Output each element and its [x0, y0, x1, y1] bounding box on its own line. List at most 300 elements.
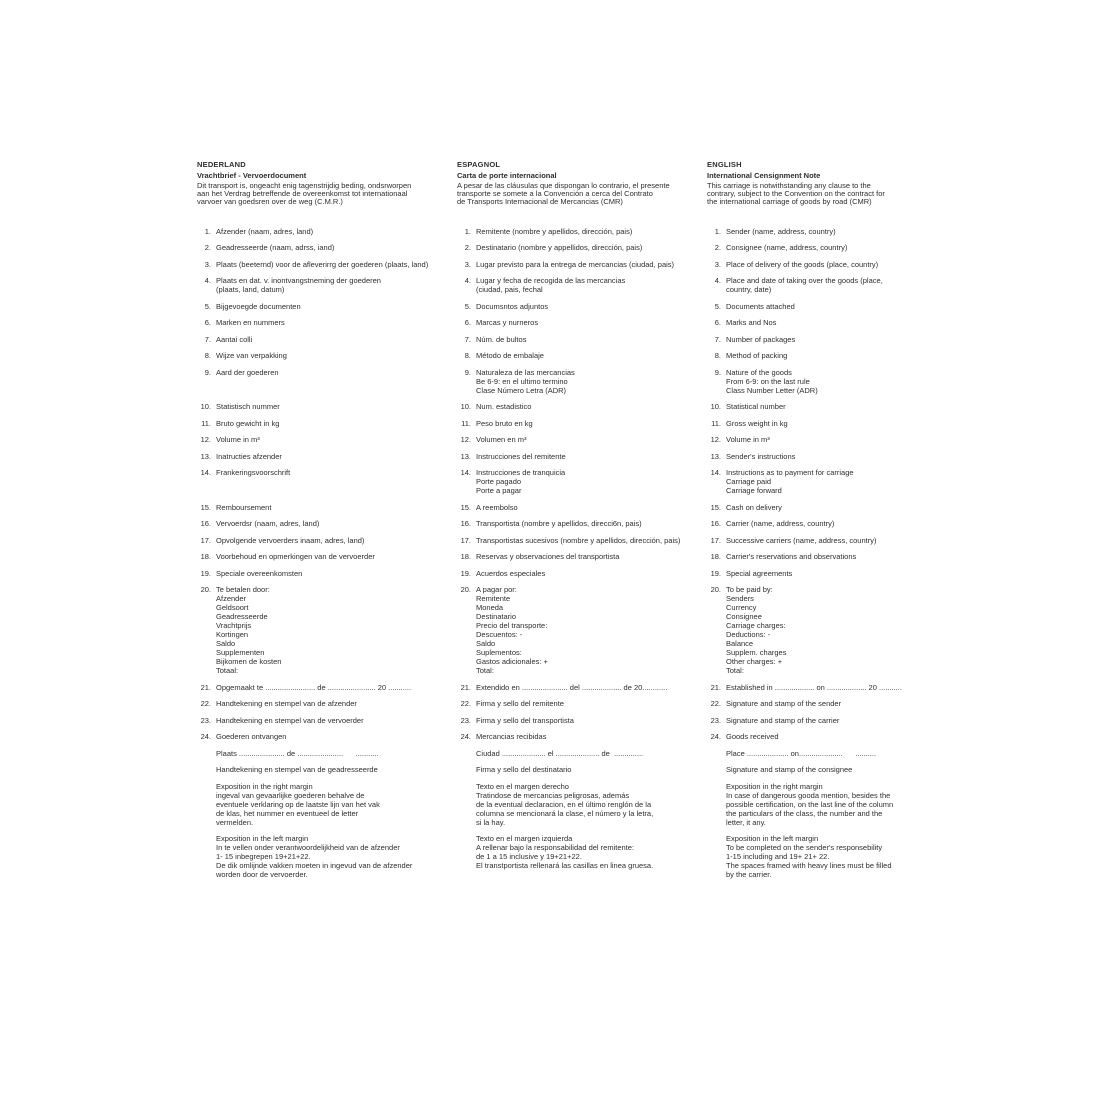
text-line: Descuentos: -: [476, 630, 523, 639]
text-line: Sender's instructions: [726, 451, 796, 461]
text-line: Gross weight in kg: [726, 418, 788, 428]
text-line: Transportista (nombre y apellidos, direcci6n, pais): [476, 519, 642, 528]
item-row: [457, 536, 707, 545]
text-line: Precio del transporte:: [476, 621, 548, 630]
text-line: Num. estadistico: [476, 402, 532, 411]
item-number: 13.: [200, 451, 211, 461]
item-text: [476, 699, 707, 708]
item-row: [197, 585, 457, 675]
item-text: [476, 732, 707, 741]
item-text: [726, 552, 912, 561]
item-text: [476, 419, 707, 428]
item-number: 12.: [710, 435, 721, 444]
column-title: Carta de porte internacional: [457, 171, 557, 180]
item-row: [457, 552, 707, 561]
three-language-legend-grid: [197, 160, 912, 879]
item-text: [726, 243, 912, 252]
text-line: Moneda: [476, 603, 504, 612]
item-text: [476, 260, 707, 269]
item-text: [216, 503, 457, 512]
item-text: [216, 552, 457, 561]
text-line: From 6-9: on the last rule: [726, 376, 810, 386]
text-line: Afzender (naam, adres, land): [216, 226, 314, 236]
item-row: [707, 699, 912, 708]
item-text: [476, 834, 707, 870]
text-line: Statistisch nummer: [216, 402, 280, 411]
item-number: 3.: [204, 259, 211, 269]
item-text: [216, 302, 457, 311]
text-line: Wijze van verpakking: [216, 351, 287, 360]
item-row: [457, 452, 707, 461]
item-row: [457, 716, 707, 725]
item-text: [726, 402, 912, 411]
text-line: Saldo: [476, 639, 496, 648]
item-row: [457, 585, 707, 675]
item-row: [457, 435, 707, 444]
item-number: 13.: [710, 451, 721, 461]
text-line: possible certification, on the last line of the column: [726, 799, 894, 809]
text-line: Exposition in the left margin: [726, 834, 819, 843]
item-row: [707, 302, 912, 311]
text-line: Remitente: [476, 594, 511, 603]
item-row: [457, 318, 707, 327]
item-number: 24.: [460, 732, 471, 741]
text-line: Frankeringsvoorschrift: [216, 468, 291, 477]
item-row: [457, 243, 707, 252]
item-number: 23.: [460, 715, 471, 725]
text-line: Vervoerdsr (naam, adres, land): [216, 519, 320, 528]
item-text: [476, 782, 707, 827]
text-line: (ciudad, pais, fechal: [476, 285, 543, 294]
item-row: [457, 419, 707, 428]
text-line: Gastos adicionales: +: [476, 657, 548, 666]
item-row: [457, 351, 707, 360]
item-row: [457, 368, 707, 395]
item-text: [216, 536, 457, 545]
text-line: El transtportista rellenará las casillas en linea gruesa.: [476, 861, 654, 870]
item-number: 6.: [464, 318, 471, 327]
text-line: Totaal:: [216, 666, 239, 675]
item-text: [216, 243, 457, 252]
item-text: [216, 585, 457, 675]
text-line: Vrachtprijs: [216, 621, 252, 630]
text-line: Sender (name, address, country): [726, 226, 836, 236]
item-row: [457, 276, 707, 294]
text-line: Nature of the goods: [726, 367, 792, 377]
text-line: Texto en el margen izquierda: [476, 834, 573, 843]
item-number: 20.: [710, 585, 721, 594]
item-number: 2.: [714, 243, 721, 252]
item-number: 8.: [714, 351, 721, 360]
item-row: [707, 318, 912, 327]
text-line: Clase Número Letra (ADR): [476, 385, 567, 395]
note-row: [707, 765, 912, 774]
item-row: [457, 503, 707, 512]
text-line: Number of packages: [726, 334, 796, 344]
item-number: 7.: [714, 334, 721, 344]
item-text: [476, 368, 707, 395]
item-number: 15.: [460, 502, 471, 512]
text-line: Successive carriers (name, address, country): [726, 535, 877, 545]
item-number: 21.: [200, 682, 211, 692]
text-line: Lugar y fecha de recogida de las mercancias: [476, 276, 626, 285]
item-row: [197, 435, 457, 444]
item-number: 9.: [204, 367, 211, 377]
item-row: [457, 569, 707, 578]
item-number: 8.: [464, 351, 471, 360]
item-number: 19.: [710, 568, 721, 578]
item-row: [707, 503, 912, 512]
text-line: Special agreements: [726, 568, 793, 578]
note-row: [707, 749, 912, 758]
item-text: [726, 335, 912, 344]
text-line: Instrucciones del remitente: [476, 451, 566, 461]
column-title: International Censignment Note: [707, 171, 821, 180]
item-text: [476, 402, 707, 411]
text-line: Te betalen door:: [216, 585, 270, 594]
item-text: [476, 351, 707, 360]
column-header-english: [707, 160, 912, 206]
note-row: [197, 765, 457, 774]
text-line: Deductions: -: [726, 630, 771, 639]
text-line: Kortingen: [216, 630, 249, 639]
item-number: 11.: [201, 418, 211, 428]
item-text: [216, 276, 457, 294]
text-line: Volumen en m³: [476, 435, 527, 444]
item-row: [197, 276, 457, 294]
text-line: Inatructies afzender: [216, 451, 282, 461]
item-text: [216, 452, 457, 461]
text-line: Instructions as to payment for carriage: [726, 468, 854, 477]
item-row: [707, 227, 912, 236]
item-number: 7.: [204, 334, 211, 344]
item-number: 22.: [200, 699, 211, 708]
item-row: [457, 402, 707, 411]
text-line: Suplementos:: [476, 648, 522, 657]
text-line: Consignee: [726, 612, 762, 621]
text-line: Texto en el margen derecho: [476, 781, 569, 791]
text-line: eventuele verklaring op de laatste lijn van het vak: [216, 799, 380, 809]
item-text: [216, 419, 457, 428]
text-line: Handtekening en stempel van de geadresseerde: [216, 765, 378, 774]
text-line: Firma y sello del remitente: [476, 699, 564, 708]
text-line: Opgemaakt te ........................ de ....................... 20 ...........: [216, 682, 412, 692]
text-line: Carriage charges:: [726, 621, 786, 630]
item-row: [197, 368, 457, 395]
item-row: [457, 699, 707, 708]
item-text: [216, 519, 457, 528]
text-line: Handtekening en stempel van de vervoerder: [216, 715, 364, 725]
item-number: 19.: [460, 568, 471, 578]
item-number: 16.: [200, 519, 211, 528]
item-text: [726, 351, 912, 360]
item-row: [457, 683, 707, 692]
text-line: Porte pagado: [476, 477, 522, 486]
item-text: [476, 318, 707, 327]
item-number: 3.: [464, 259, 471, 269]
item-row: [197, 716, 457, 725]
text-line: Statistical number: [726, 402, 786, 411]
item-text: [726, 368, 912, 395]
item-row: [197, 503, 457, 512]
text-line: de klas, het nummer en eventueel de letter: [216, 808, 359, 818]
item-number: 23.: [200, 715, 211, 725]
item-row: [707, 732, 912, 741]
intro-line: transporte se somete a la Convención a cerca del Contrato: [457, 189, 653, 198]
note-row: [457, 749, 707, 758]
text-line: de la eventual declaracion, en el último renglón de la: [476, 799, 652, 809]
item-number: 17.: [460, 535, 471, 545]
text-line: Carrier (name, address, country): [726, 519, 835, 528]
text-line: Mercancias recibidas: [476, 732, 547, 741]
item-text: [216, 732, 457, 741]
item-row: [197, 335, 457, 344]
item-text: [216, 749, 457, 758]
item-row: [707, 243, 912, 252]
item-text: [216, 318, 457, 327]
item-row: [707, 569, 912, 578]
text-line: de 1 a 15 inclusive y 19+21+22.: [476, 852, 582, 861]
item-text: [216, 699, 457, 708]
item-row: [457, 732, 707, 741]
item-text: [726, 732, 912, 741]
text-line: Consignee (name, address, country): [726, 243, 848, 252]
item-text: [726, 569, 912, 578]
item-text: [726, 782, 912, 827]
text-line: the particulars of the class, the number and the: [726, 808, 883, 818]
text-line: vermelden.: [216, 817, 254, 827]
item-number: 15.: [710, 502, 721, 512]
text-line: Carriage forward: [726, 486, 782, 495]
text-line: A pagar por:: [476, 585, 517, 594]
note-row: [197, 749, 457, 758]
text-line: Marks and Nos: [726, 318, 777, 327]
text-line: (plaats, land, datum): [216, 285, 285, 294]
text-line: Method of packing: [726, 351, 788, 360]
item-text: [476, 716, 707, 725]
item-number: 1.: [204, 226, 211, 236]
item-row: [707, 452, 912, 461]
item-number: 1.: [464, 226, 471, 236]
item-text: [476, 683, 707, 692]
text-line: country, date): [726, 285, 772, 294]
text-line: Remboursement: [216, 502, 272, 512]
item-number: 1.: [714, 226, 721, 236]
item-text: [726, 276, 912, 294]
item-number: 16.: [460, 519, 471, 528]
text-line: Transportistas sucesivos (nombre y apellidos, dirección, pais): [476, 535, 681, 545]
item-row: [707, 585, 912, 675]
item-number: 12.: [460, 435, 471, 444]
item-number: 11.: [461, 418, 471, 428]
item-row: [197, 519, 457, 528]
item-number: 20.: [200, 585, 211, 594]
text-line: Extendido en ...................... del ................... de 20............: [476, 682, 668, 692]
item-row: [707, 351, 912, 360]
text-line: Supplem. charges: [726, 648, 787, 657]
text-line: Volume in m³: [726, 435, 770, 444]
item-row: [457, 227, 707, 236]
item-text: [726, 699, 912, 708]
item-text: [726, 260, 912, 269]
item-number: 5.: [714, 301, 721, 311]
text-line: Place and date of taking over the goods (place,: [726, 276, 883, 285]
item-number: 2.: [464, 243, 471, 252]
text-line: Opvolgende vervoerders inaam, adres, land): [216, 535, 365, 545]
item-number: 7.: [464, 334, 471, 344]
item-row: [707, 276, 912, 294]
text-line: Goederen ontvangen: [216, 732, 287, 741]
item-number: 9.: [714, 367, 721, 377]
text-line: Saldo: [216, 639, 236, 648]
item-text: [726, 435, 912, 444]
item-number: 23.: [710, 715, 721, 725]
text-line: A reembolso: [476, 502, 518, 512]
text-line: Handtekening en stempel van de afzender: [216, 699, 357, 708]
item-row: [457, 260, 707, 269]
text-line: Marcas y nurneros: [476, 318, 539, 327]
note-row: [197, 782, 457, 827]
item-number: 4.: [204, 276, 211, 285]
item-number: 22.: [710, 699, 721, 708]
text-line: Instrucciones de tranquicia: [476, 468, 566, 477]
item-text: [216, 834, 457, 879]
text-line: Exposition in the left margin: [216, 834, 309, 843]
item-text: [216, 716, 457, 725]
item-text: [216, 227, 457, 236]
intro-line: the international carriage of goods by road (CMR): [707, 197, 872, 206]
item-number: 18.: [710, 552, 721, 561]
text-line: Destinatario: [476, 612, 517, 621]
intro-line: contrary, subject to the Convention on the contract for: [707, 189, 885, 198]
text-line: worden door de vervoerder.: [216, 870, 308, 879]
item-text: [476, 227, 707, 236]
text-line: Other charges: +: [726, 657, 783, 666]
text-line: Goods received: [726, 732, 779, 741]
item-text: [216, 683, 457, 692]
item-number: 16.: [710, 519, 721, 528]
item-text: [476, 503, 707, 512]
text-line: To be completed on the sender's responsebility: [726, 843, 883, 852]
text-line: A rellenar bajo la responsabilidad del remitente:: [476, 843, 635, 852]
text-line: Remitente (nombre y apellidos, dirección, pais): [476, 226, 633, 236]
item-number: 24.: [200, 732, 211, 741]
item-text: [726, 468, 912, 495]
column-title: Vrachtbrief - Vervoerdocument: [197, 171, 307, 180]
item-number: 4.: [464, 276, 471, 285]
intro-line: Dit transport is, ongeacht enig tagenstrijdig beding, ondsrworpen: [197, 181, 412, 190]
item-number: 21.: [460, 682, 471, 692]
text-line: Afzender: [216, 594, 247, 603]
text-line: Documents attached: [726, 301, 795, 311]
item-row: [707, 402, 912, 411]
text-line: Speciale overeenkomsten: [216, 568, 303, 578]
text-line: Porte a pagar: [476, 486, 522, 495]
item-text: [216, 765, 457, 774]
intro-line: de Transports Internacional de Mercancias (CMR): [457, 197, 623, 206]
item-row: [707, 368, 912, 395]
item-number: 21.: [710, 682, 721, 692]
item-number: 5.: [204, 301, 211, 311]
item-text: [216, 260, 457, 269]
item-row: [197, 260, 457, 269]
item-row: [707, 468, 912, 495]
item-text: [726, 318, 912, 327]
item-text: [726, 749, 912, 758]
text-line: Total:: [476, 666, 494, 675]
item-row: [457, 468, 707, 495]
text-line: Aantai colli: [216, 334, 253, 344]
item-text: [476, 552, 707, 561]
text-line: Lugar previsto para la entrega de mercancias (ciudad, pais): [476, 259, 675, 269]
text-line: Geadresseerde: [216, 612, 268, 621]
item-text: [216, 435, 457, 444]
text-line: Geldsoort: [216, 603, 249, 612]
item-number: 2.: [204, 243, 211, 252]
item-text: [476, 519, 707, 528]
item-text: [216, 335, 457, 344]
text-line: Exposition in the right margin: [726, 781, 823, 791]
item-number: 8.: [204, 351, 211, 360]
item-number: 19.: [200, 568, 211, 578]
item-row: [457, 302, 707, 311]
item-row: [197, 402, 457, 411]
item-row: [197, 552, 457, 561]
item-number: 24.: [710, 732, 721, 741]
item-number: 10.: [710, 402, 721, 411]
text-line: Bijkomen de kosten: [216, 657, 282, 666]
text-line: Cash on delivery: [726, 502, 782, 512]
item-text: [726, 452, 912, 461]
item-number: 20.: [460, 585, 471, 594]
item-number: 18.: [200, 552, 211, 561]
text-line: Bruto gewicht in kg: [216, 418, 280, 428]
text-line: De dik omlijnde vakken moeten in ingevud van de afzender: [216, 861, 413, 870]
note-row: [707, 782, 912, 827]
item-number: 10.: [460, 402, 471, 411]
text-line: Place .................... on..................... ..........: [726, 748, 877, 758]
item-text: [476, 276, 707, 294]
item-text: [726, 419, 912, 428]
text-line: Place of delivery of the goods (place, country): [726, 259, 879, 269]
item-row: [707, 552, 912, 561]
item-number: 14.: [710, 468, 721, 477]
item-row: [707, 435, 912, 444]
item-number: 6.: [714, 318, 721, 327]
item-row: [197, 536, 457, 545]
text-line: Signature and stamp of the carrier: [726, 715, 840, 725]
item-row: [457, 519, 707, 528]
item-number: 5.: [464, 301, 471, 311]
item-row: [457, 335, 707, 344]
item-number: 12.: [200, 435, 211, 444]
text-line: Documsntos adjuntos: [476, 301, 549, 311]
item-text: [476, 435, 707, 444]
item-number: 22.: [460, 699, 471, 708]
item-row: [197, 452, 457, 461]
item-text: [216, 351, 457, 360]
text-line: Plaats en dat. v. inontvangstneming der goederen: [216, 276, 381, 285]
item-number: 3.: [714, 259, 721, 269]
text-line: columna se mencionará la clase, el número y la letra,: [476, 808, 654, 818]
item-row: [707, 335, 912, 344]
note-row: [197, 834, 457, 879]
language-label: ENGLISH: [707, 160, 742, 169]
item-number: 15.: [200, 502, 211, 512]
intro-line: varvoer van goedsren over de weg (C.M.R.): [197, 197, 343, 206]
text-line: Balance: [726, 639, 754, 648]
text-line: Naturaleza de las mercancias: [476, 367, 575, 377]
